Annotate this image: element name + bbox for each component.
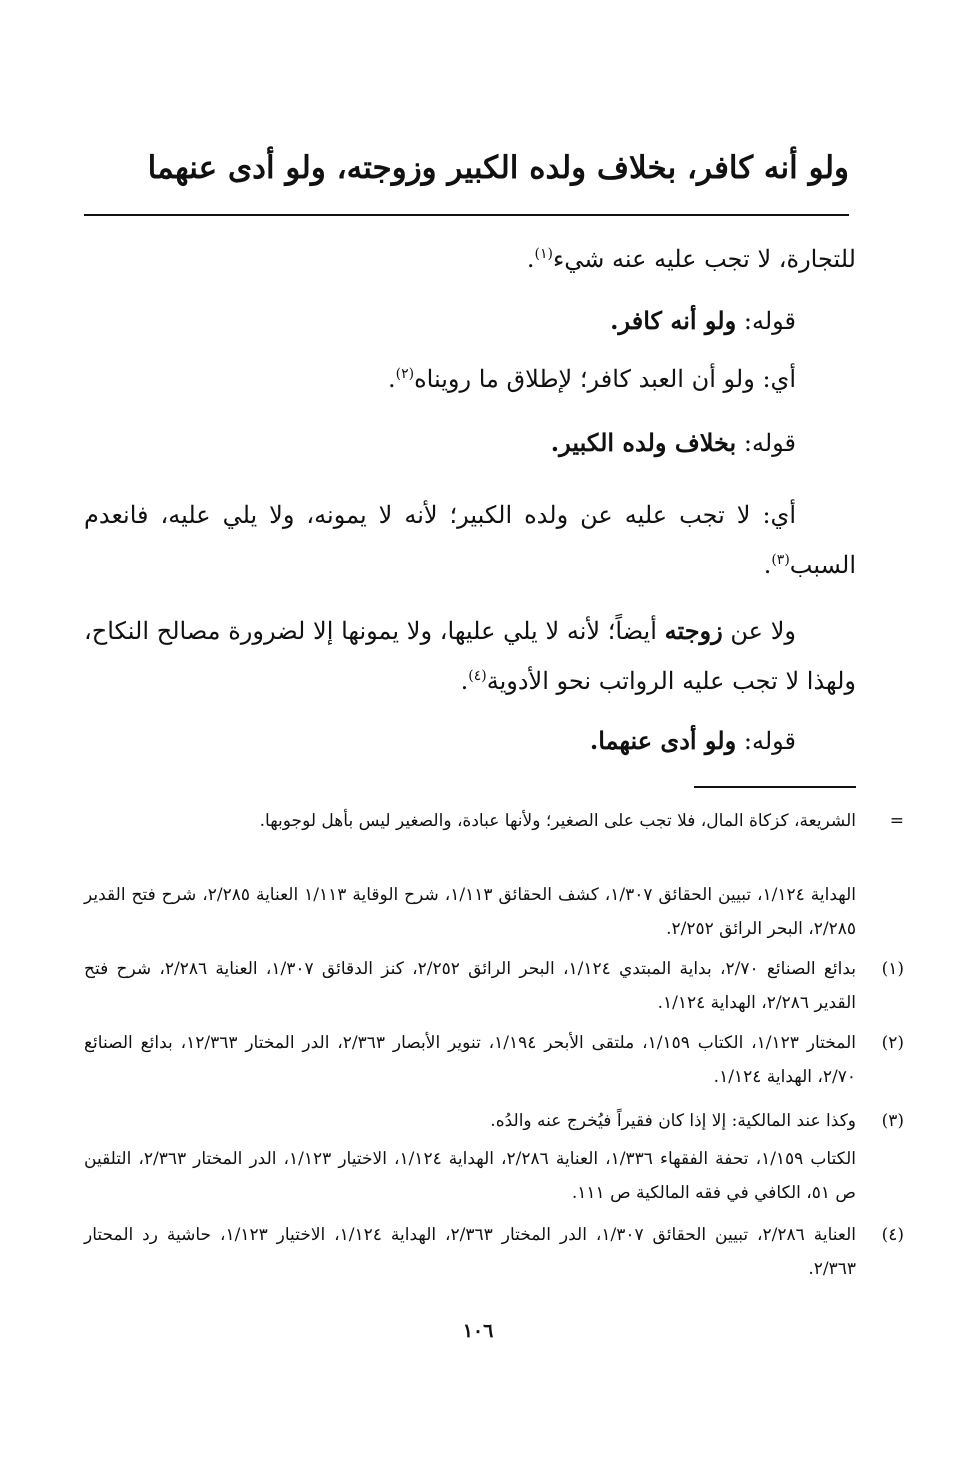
- footnote-3-refs: الكتاب ١/١٥٩، تحفة الفقهاء ١/٣٣٦، العناية ٢/٢٨٦، الهداية ١/١٢٤، الاختيار ١/١٢٣، الدر المختار ٢/٣٦٣، التلقين ص ٥١، الكافي في فقه المالكية ص ١١١.: [84, 1149, 856, 1203]
- footnote-ref-2[interactable]: (٢): [395, 366, 415, 382]
- header-rule: [84, 214, 849, 216]
- footnote-ref-1[interactable]: (١): [534, 246, 553, 262]
- footnote-ref-4[interactable]: (٤): [468, 668, 487, 684]
- paragraph-4: قوله: بخلاف ولده الكبير.: [550, 428, 796, 457]
- quoted-phrase: ولو أدى عنهما.: [589, 726, 737, 755]
- running-header: ولو أنه كافر، بخلاف ولده الكبير وزوجته، ولو أدى عنهما: [147, 150, 849, 186]
- page-number: ١٠٦: [462, 1320, 494, 1342]
- footnote-separator: [694, 786, 856, 788]
- footnote-4: (٤) العناية ٢/٢٨٦، تبيين الحقائق ١/٣٠٧، الدر المختار ٢/٣٦٣، الهداية ١/١٢٤، الاختيار ١/١٢٣، حاشية رد المحتار ٢/٣٦٣.: [84, 1225, 904, 1279]
- footnote-ref-3[interactable]: (٣): [771, 552, 790, 568]
- footnote-2: (٢) المختار ١/١٢٣، الكتاب ١/١٥٩، ملتقى الأبحر ١/١٩٤، تنوير الأبصار ٢/٣٦٣، الدر المختار ١٢/٣٦٣، بدائع الصنائع ٢/٧٠، الهداية ١/١٢٤.: [84, 1033, 904, 1087]
- footnote-continuation-refs: الهداية ١/١٢٤، تبيين الحقائق ١/٣٠٧، كشف الحقائق ١/١١٣، شرح الوقاية ١/١١٣ العناية ٢/٢٨٥، شرح فتح القدير ٢/٢٨٥، البحر الرائق ٢/٢٥٢.: [84, 885, 856, 939]
- footnote-1: (١) بدائع الصنائع ٢/٧٠، بداية المبتدي ١/١٢٤، البحر الرائق ٢/٢٥٢، كنز الدقائق ١/٣٠٧، العناية ٢/٢٨٦، شرح فتح القدير ٢/٢٨٦، الهداية ١/١٢٤.: [84, 959, 904, 1013]
- quoted-phrase: بخلاف ولده الكبير.: [550, 428, 737, 457]
- paragraph-5: أي: لا تجب عليه عن ولده الكبير؛ لأنه لا يمونه، ولا يلي عليه، فانعدم السبب$^{(٣)}$.: [84, 501, 856, 579]
- paragraph-1: للتجارة، لا تجب عليه عنه شيء$^{(١)}$.: [526, 245, 856, 273]
- paragraph-3: أي: ولو أن العبد كافر؛ لإطلاق ما رويناه$^{(٢)}$.: [387, 365, 796, 393]
- footnote-continuation: = الشريعة، كزكاة المال، فلا تجب على الصغير؛ ولأنها عبادة، والصغير ليس بأهل لوجوبها.: [259, 811, 904, 831]
- footnote-3: (٣) وكذا عند المالكية: إلا إذا كان فقيراً فيُخرج عنه والدُه.: [490, 1111, 904, 1131]
- paragraph-2: قوله: ولو أنه كافر.: [610, 306, 796, 335]
- paragraph-6: ولا عن زوجته أيضاً؛ لأنه لا يلي عليها، ولا يمونها إلا لضرورة مصالح النكاح، ولهذا لا تجب عليه الرواتب نحو الأدوية$^{(٤)}$.: [84, 616, 856, 695]
- paragraph-7: قوله: ولو أدى عنهما.: [589, 726, 796, 755]
- quoted-phrase: ولو أنه كافر.: [610, 306, 737, 335]
